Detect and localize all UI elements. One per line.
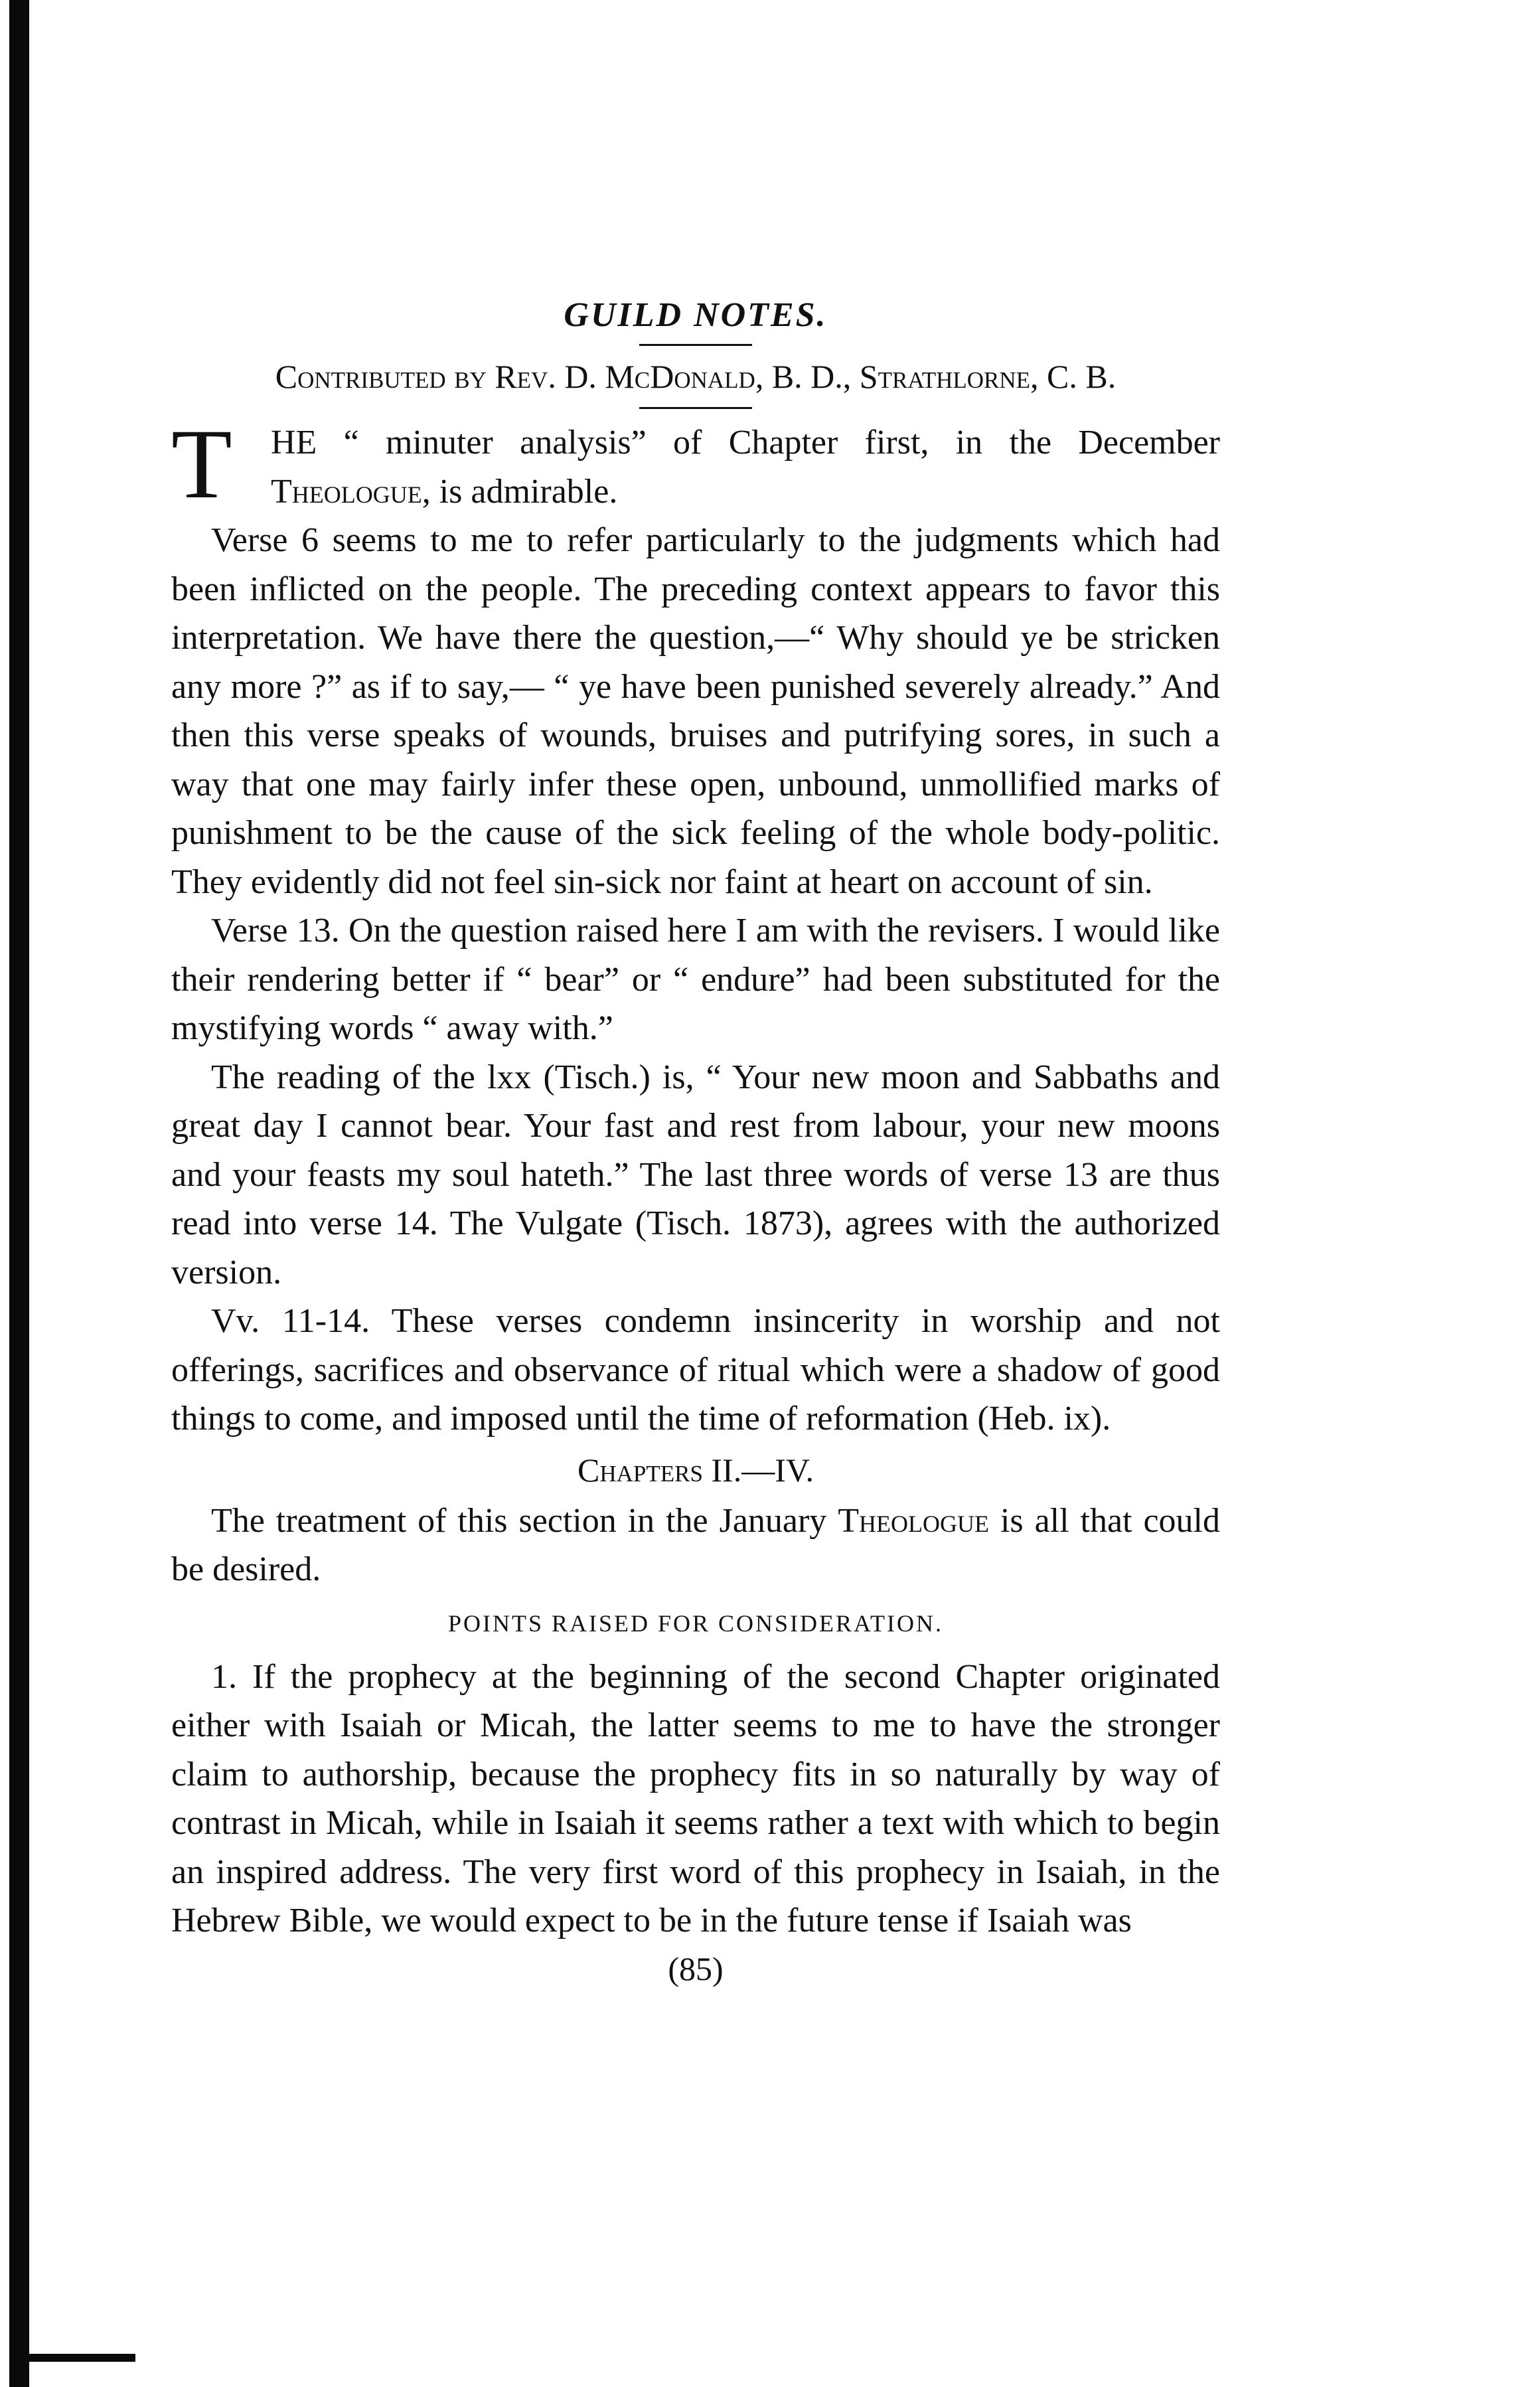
- page-body: [171, 292, 1220, 1992]
- book-spine-foot: [9, 2354, 135, 2362]
- page-number: (85): [668, 1949, 724, 1987]
- page-title: GUILD NOTES.: [564, 296, 828, 334]
- paragraph-treatment: [171, 1497, 1220, 1594]
- intro-paragraph: [171, 409, 1220, 519]
- intro-text: HE “ minuter analysis” of Chapter first, in the December: [271, 424, 1220, 461]
- paragraph-verse-6: Verse 6 seems to me to refer particularly to the judgments which had been inflicted on the people. The preceding context appears to favor this interpretation. We have there the question,—“ Why should ye be stricken any more ?” as if to say,— “ ye have been punished severely already.” And then this verse speaks of wounds, bruises and putrifying sores, in such a way that one may fairly infer these open, unbound, unmollified marks of punishment to be the cause of the sick feeling of the whole body-politic. They evidently did not feel sin-sick nor faint at heart on account of sin.: [171, 521, 1220, 901]
- chapters-heading: Chapters II.—IV.: [577, 1451, 814, 1489]
- book-spine-edge: [9, 0, 29, 2387]
- paragraph-vv-11-14: Vv. 11-14. These verses condemn insincerity in worship and not offerings, sacrifices and observance of ritual which were a shadow of good things to come, and imposed until the time of reformation (Heb. ix).: [171, 1302, 1220, 1438]
- points-heading: POINTS RAISED FOR CONSIDERATION.: [447, 1609, 944, 1637]
- treatment-after: is all that could be desired.: [171, 1501, 1220, 1588]
- paragraph-verse-13: Verse 13. On the question raised here I am with the revisers. I would like their rendering better if “ bear” or “ endure” had been substituted for the mystifying words “ away with.”: [171, 912, 1220, 1047]
- treatment-before: The treatment of this section in the January: [211, 1501, 838, 1540]
- byline: Contributed by Rev. D. McDonald, B. D., Strathlorne, C. B.: [275, 358, 1116, 395]
- drop-cap: T: [171, 409, 232, 519]
- treatment-theologue: Theologue: [838, 1501, 989, 1540]
- paragraph-lxx: The reading of the lxx (Tisch.) is, “ Your new moon and Sabbaths and great day I cannot bear. Your fast and rest from labour, your new moons and your feasts my soul hateth.” The last three words of verse 13 are thus read into verse 14. The Vulgate (Tisch. 1873), agrees with the authorized version.: [171, 1058, 1220, 1291]
- byline-rule: [639, 407, 752, 409]
- paragraph-point-1: 1. If the prophecy at the beginning of the second Chapter originated either with Isaiah or Micah, the latter seems to me to have the stronger claim to authorship, because the prophecy fits in so naturally by way of contrast in Micah, while in Isaiah it seems rather a text with which to begin an inspired address. The very first word of this prophecy in Isaiah, in the Hebrew Bible, we would expect to be in the future tense if Isaiah was: [171, 1657, 1220, 1939]
- intro-theologue: Theologue: [271, 472, 422, 511]
- intro-tail: , is admirable.: [422, 472, 618, 511]
